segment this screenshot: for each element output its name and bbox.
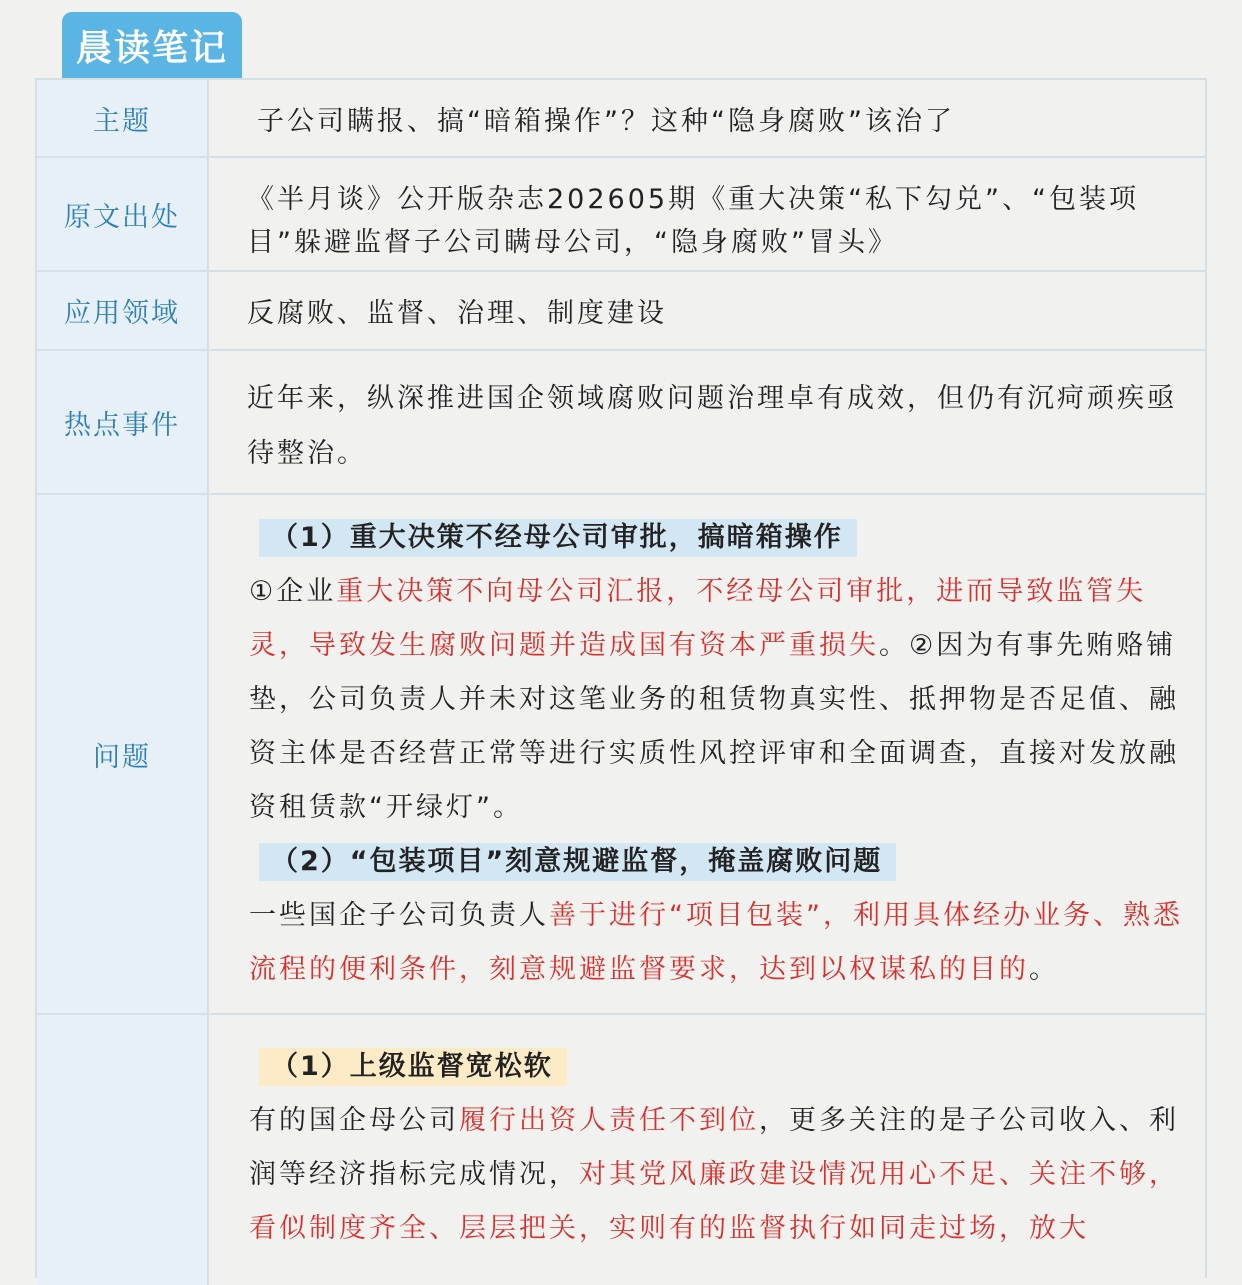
problem-p1-lead: ①企业 bbox=[249, 576, 337, 607]
theme-text: 子公司瞒报、搞“暗箱操作”？这种“隐身腐败”该治了 bbox=[257, 105, 955, 137]
badge-title: 晨读笔记 bbox=[75, 27, 228, 69]
row-label-cause bbox=[37, 1015, 209, 1285]
row-theme bbox=[37, 80, 1205, 158]
row-cause bbox=[37, 1015, 1205, 1285]
row-domain bbox=[37, 272, 1205, 351]
problem-paragraph-2 bbox=[249, 889, 1185, 997]
problem-p2-tail: 。 bbox=[1029, 954, 1059, 985]
problem-p2-lead: 一些国企子公司负责人 bbox=[249, 900, 549, 931]
row-content-problem bbox=[209, 495, 1205, 1013]
cause-p1-emphasis-1: 履行出资人责任不到位 bbox=[459, 1105, 759, 1136]
problem-heading-1: （1）重大决策不经母公司审批，搞暗箱操作 bbox=[259, 519, 857, 557]
row-content-source bbox=[209, 158, 1205, 270]
row-problem bbox=[37, 495, 1205, 1015]
row-content-domain bbox=[209, 272, 1205, 349]
row-content-hotspot bbox=[209, 351, 1205, 493]
cause-p1-middle: ，更多关注的是子公司收入、利润等经济指标完成情况， bbox=[249, 1105, 1179, 1190]
problem-heading-2: （2）“包装项目”刻意规避监督，掩盖腐败问题 bbox=[259, 843, 896, 881]
source-line-1: 《半月谈》公开版杂志202605期《重大决策“私下勾兑”、“包装项 bbox=[247, 184, 1140, 215]
cause-p1-lead: 有的国企母公司 bbox=[249, 1105, 459, 1136]
row-label-source: 原文出处 bbox=[37, 158, 209, 270]
row-content-cause bbox=[209, 1015, 1205, 1285]
cause-heading-1: （1）上级监督宽松软 bbox=[259, 1048, 567, 1086]
cause-p1-emphasis-2: 对其党风廉政建设情况用心不足、关注不够，看似制度齐全、层层把关，实则有的监督执行如同走过场，放大 bbox=[249, 1159, 1179, 1244]
problem-p2-emphasis: 善于进行“项目包装”，利用具体经办业务、熟悉流程的便利条件，刻意规避监督要求，达到以权谋私的目的 bbox=[249, 900, 1183, 985]
problem-p1-emphasis: 重大决策不向母公司汇报，不经母公司审批，进而导致监管失灵，导致发生腐败问题并造成国有资本严重损失 bbox=[249, 576, 1147, 661]
domain-text: 反腐败、监督、治理、制度建设 bbox=[247, 298, 667, 329]
source-line-2: 目”躲避监督子公司瞒母公司，“隐身腐败”冒头》 bbox=[247, 227, 898, 258]
row-label-domain: 应用领域 bbox=[37, 272, 209, 349]
morning-notes-badge bbox=[62, 12, 242, 78]
row-source bbox=[37, 158, 1205, 272]
hotspot-text: 近年来，纵深推进国企领域腐败问题治理卓有成效，但仍有沉疴顽疾亟待整治。 bbox=[247, 383, 1177, 469]
cause-paragraph-1 bbox=[249, 1094, 1185, 1256]
problem-p1-tail: 。②因为有事先贿赂铺垫，公司负责人并未对这笔业务的租赁物真实性、抵押物是否足值、融资主体是否经营正常等进行实质性风控评审和全面调查，直接对发放融资租赁款“开绿灯”。 bbox=[249, 630, 1179, 823]
row-content-theme bbox=[209, 80, 1205, 156]
problem-paragraph-1 bbox=[249, 565, 1185, 835]
row-label-problem: 问题 bbox=[37, 495, 209, 1013]
row-hotspot bbox=[37, 351, 1205, 495]
row-label-theme: 主题 bbox=[37, 80, 209, 156]
row-label-hotspot: 热点事件 bbox=[37, 351, 209, 493]
notes-table bbox=[35, 78, 1207, 1278]
